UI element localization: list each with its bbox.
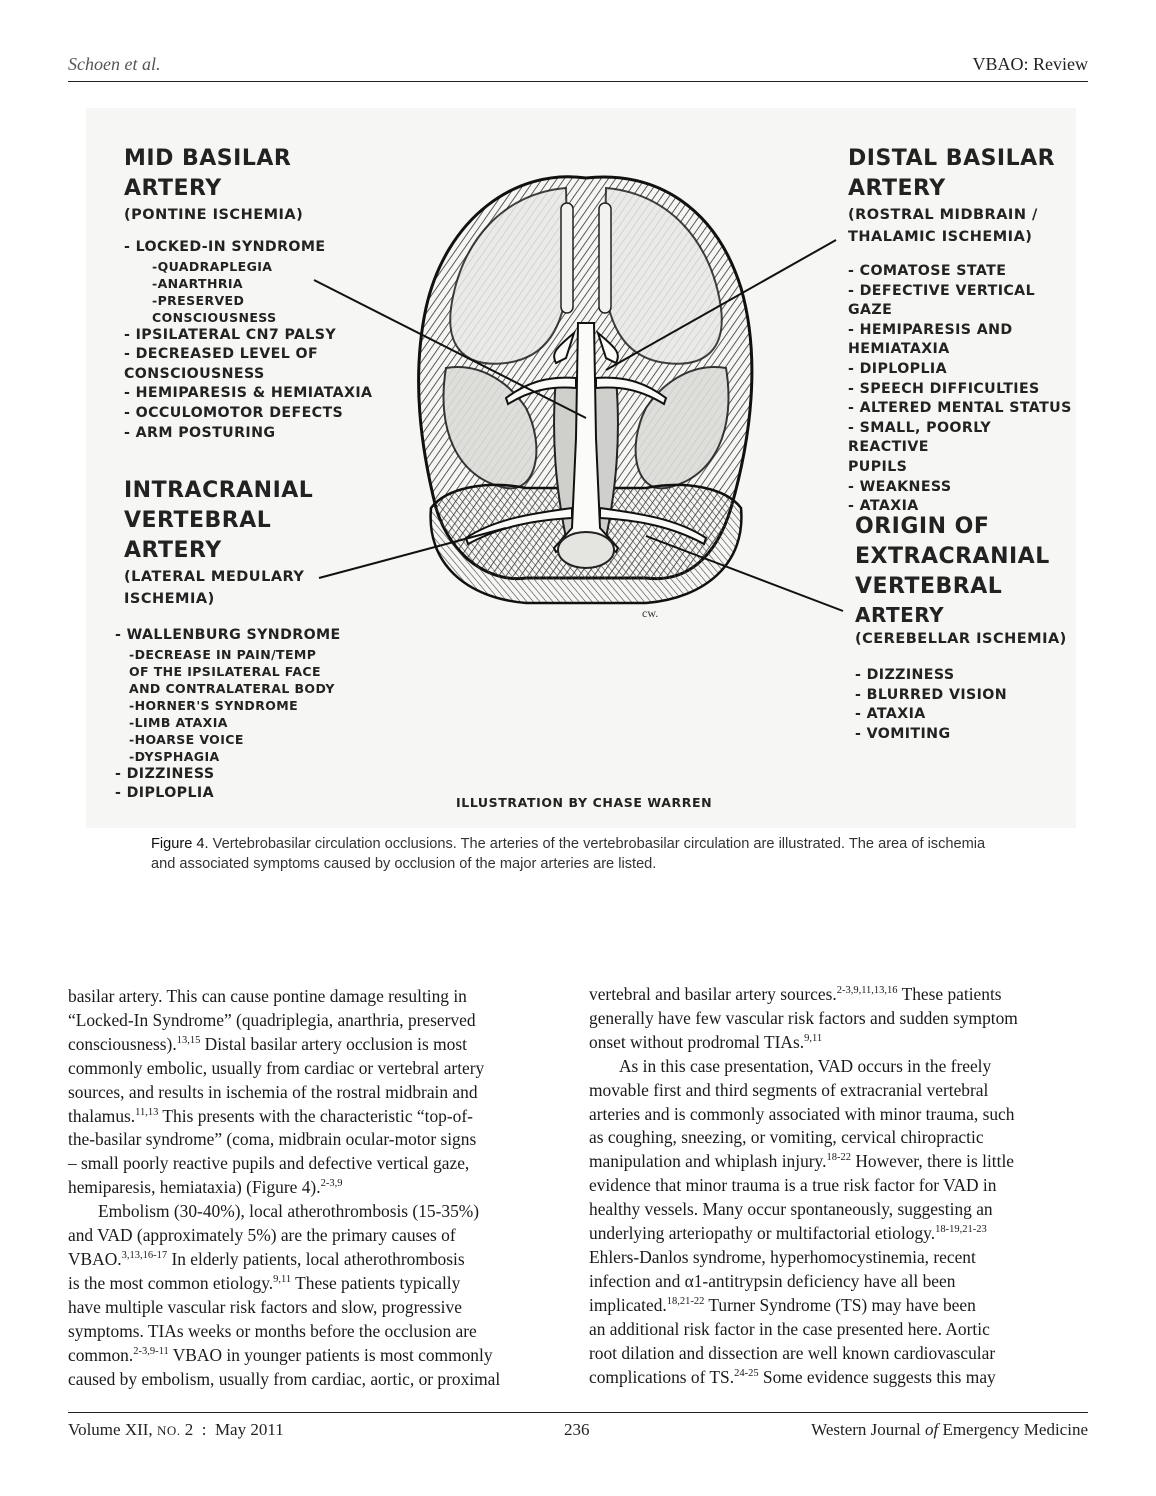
symptom-item: - WALLENBURG SYNDROME [115,627,341,643]
symptom-subitem: -HOARSE VOICE [129,731,244,747]
figure-caption [151,834,1011,874]
extracranial-vertebral-symptoms [855,666,1070,744]
running-head [68,54,1088,80]
figure-4 [86,108,1076,828]
text-line: complications of TS.$^{24-25}$ Some evidence suggests this may [589,1366,996,1387]
footer-volume-text: Volume XII, [68,1420,153,1439]
footer-rule [68,1412,1088,1413]
journal-name-a: Western Journal [811,1420,925,1439]
extracranial-vertebral-heading: ORIGIN OF EXTRACRANIAL VERTEBRAL [855,514,1050,599]
text-line: infection and α1-antitrypsin deficiency have all been [589,1270,956,1291]
text-line: evidence that minor trauma is a true risk factor for VAD in [589,1175,997,1196]
medulla [558,532,614,568]
text-line: movable first and third segments of extracranial vertebral [589,1079,989,1100]
page-number: 236 [564,1420,590,1439]
extracranial-vertebral-heading-2: ARTERY [855,603,945,627]
citation-superscript: 9,11 [804,1033,823,1044]
text-line: have multiple vascular risk factors and slow, progressive [68,1296,462,1317]
text-line: manipulation and whiplash injury.$^{18-22}$ However, there is little [589,1151,1014,1172]
text-line: as coughing, sneezing, or vomiting, cervical chiropractic [589,1127,984,1148]
intracranial-vertebral-symptoms [115,626,405,804]
text-line: arteries and is commonly associated with minor trauma, such [589,1103,1015,1124]
symptom-item: - BLURRED VISION [855,686,1008,703]
text-line: consciousness).$^{13,15}$ Distal basilar artery occlusion is most [68,1033,467,1054]
text-line: – small poorly reactive pupils and defective vertical gaze, [68,1153,470,1174]
intracranial-vertebral-label [115,476,405,804]
symptom-subitem: -QUADRAPLEGIA [152,258,273,274]
extracranial-vertebral-label [855,512,1070,744]
mid-basilar-symptoms [124,238,404,443]
intracranial-vertebral-heading: INTRACRANIAL VERTEBRAL ARTERY [124,478,314,563]
symptom-item: - ARM POSTURING [124,424,276,441]
footer-issue: 2 : May 2011 [180,1420,284,1439]
symptom-item: - DIPLOPLIA [848,360,947,377]
symptom-item: - SPEECH DIFFICULTIES [848,380,1040,397]
text-line: generally have few vascular risk factors and sudden symptom [589,1007,1018,1028]
citation-superscript: 18,21-22 [666,1295,705,1307]
symptom-item: - DIZZINESS [855,667,955,683]
distal-basilar-heading: DISTAL BASILAR ARTERY [848,146,1056,201]
symptom-item: - DECREASED LEVEL OF CONSCIOUSNESS [124,346,319,382]
caption-label: Figure 4. [151,836,209,852]
symptom-item: - WEAKNESS [848,478,952,495]
body-column-left [68,985,564,1391]
symptom-subitem: -PRESERVED CONSCIOUSNESS [152,292,277,325]
footer-volume [68,1420,284,1440]
page-footer [68,1420,1088,1444]
citation-superscript: 2-3,9,11,13,16 [836,985,898,997]
text-line: Embolism (30-40%), local atherothrombosis (15-35%) [98,1201,480,1222]
artist-signature: cw. [642,606,659,620]
symptom-item: - ATAXIA [855,706,926,723]
symptom-item: - HEMIPARESIS & HEMIATAXIA [124,385,373,402]
symptom-item: - IPSILATERAL CN7 PALSY [124,326,337,343]
text-line: and VAD (approximately 5%) are the primary causes of [68,1225,456,1246]
distal-basilar-subheading: (ROSTRAL MIDBRAIN / THALAMIC ISCHEMIA) [848,207,1038,245]
mid-basilar-label [124,144,404,443]
distal-basilar-label [848,144,1073,517]
illustration-credit: ILLUSTRATION BY CHASE WARREN [456,795,713,810]
symptom-item: - COMATOSE STATE [848,263,1007,279]
symptom-item: - SMALL, POORLY REACTIVE PUPILS [848,419,992,475]
intracranial-vertebral-subheading: (LATERAL MEDULARY ISCHEMIA) [124,569,305,607]
symptom-item: - DEFECTIVE VERTICAL GAZE [848,282,1036,319]
symptom-item: - ATAXIA [848,498,919,515]
symptom-item: - VOMITING [855,725,951,742]
caption-text: Vertebrobasilar circulation occlusions. The arteries of the vertebrobasilar circulation are illustrated. The area of ischemia and associated symptoms caused by occlusion of the major arteries are listed. [151,836,986,872]
text-line: Ehlers-Danlos syndrome, hyperhomocystinemia, recent [589,1246,976,1267]
citation-superscript: 18-19,21-23 [935,1224,987,1236]
text-line: As in this case presentation, VAD occurs in the freely [619,1055,992,1076]
running-head-author: Schoen et al. [68,54,161,74]
text-line: “Locked-In Syndrome” (quadriplegia, anarthria, preserved [68,1009,476,1030]
distal-basilar-symptoms [848,262,1073,517]
text-line: root dilation and dissection are well known cardiovascular [589,1342,996,1363]
olfactory-tract-right [599,203,611,313]
citation-superscript: 9,11 [273,1274,292,1286]
left-frontal-lobe [450,188,568,364]
symptom-item: - LOCKED-IN SYNDROME [124,239,326,255]
symptom-item: - DIPLOPLIA [115,785,214,802]
citation-superscript: 2-3,9-11 [133,1345,169,1357]
symptom-subitem: -LIMB ATAXIA [129,714,228,730]
citation-superscript: 13,15 [176,1035,201,1046]
body-column-right [589,983,1087,1389]
journal-name-of: of [924,1420,939,1439]
footer-no-label: NO. [156,1423,181,1438]
text-line: an additional risk factor in the case presented here. Aortic [589,1318,990,1339]
text-line: sources, and results in ischemia of the rostral midbrain and [68,1081,478,1102]
text-line: thalamus.$^{11,13}$ This presents with the characteristic “top-of- [68,1105,473,1126]
symptom-item: - DIZZINESS [115,765,215,782]
symptom-subitem: -DYSPHAGIA [129,748,220,764]
extracranial-vertebral-subheading: (CEREBELLAR ISCHEMIA) [855,631,1067,647]
text-line: commonly embolic, usually from cardiac or vertebral artery [68,1057,485,1078]
header-rule [68,81,1088,82]
mid-basilar-subheading: (PONTINE ISCHEMIA) [124,207,304,223]
text-line: healthy vessels. Many occur spontaneously, suggesting an [589,1199,993,1220]
text-line: onset without prodromal TIAs.$^{9,11}$ [589,1031,823,1052]
running-head-title: VBAO: Review [972,54,1088,74]
journal-name-b: Emergency Medicine [938,1420,1088,1439]
text-line: vertebral and basilar artery sources.$^{2-3,9,11,13,16}$ These patients [589,984,1002,1004]
text-line: basilar artery. This can cause pontine damage resulting in [68,986,467,1006]
mid-basilar-heading: MID BASILAR ARTERY [124,146,292,201]
symptom-subitem: -DECREASE IN PAIN/TEMP OF THE IPSILATERAL FACE AND CONTRALATERAL BODY [129,646,335,696]
symptom-item: - HEMIPARESIS AND HEMIATAXIA [848,321,1013,358]
text-line: implicated.$^{18,21-22}$ Turner Syndrome (TS) may have been [589,1294,976,1315]
text-line: caused by embolism, usually from cardiac, aortic, or proximal [68,1368,501,1389]
text-line: is the most common etiology.$^{9,11}$ These patients typically [68,1272,461,1293]
symptom-item: - OCCULOMOTOR DEFECTS [124,404,344,421]
text-line: hemiparesis, hemiataxia) (Figure 4).$^{2-3,9}$ [68,1177,343,1198]
citation-superscript: 18-22 [826,1152,851,1164]
text-line: common.$^{2-3,9-11}$ VBAO in younger patients is most commonly [68,1344,493,1365]
text-line: underlying arteriopathy or multifactorial etiology.$^{18-19,21-23}$ [589,1223,987,1244]
text-line: the-basilar syndrome” (coma, midbrain ocular-motor signs [68,1129,477,1150]
symptom-subitem: -ANARTHRIA [152,275,243,291]
citation-superscript: 2-3,9 [320,1178,343,1190]
symptom-subitem: -HORNER'S SYNDROME [129,697,299,713]
citation-superscript: 11,13 [135,1106,159,1118]
olfactory-tract-left [561,203,573,313]
text-line: VBAO.$^{3,13,16-17}$ In elderly patients, local atherothrombosis [68,1248,465,1269]
citation-superscript: 3,13,16-17 [121,1250,168,1262]
citation-superscript: 24-25 [734,1367,759,1379]
journal-name [811,1420,1088,1440]
text-line: symptoms. TIAs weeks or months before the occlusion are [68,1320,477,1341]
symptom-item: - ALTERED MENTAL STATUS [848,400,1072,417]
